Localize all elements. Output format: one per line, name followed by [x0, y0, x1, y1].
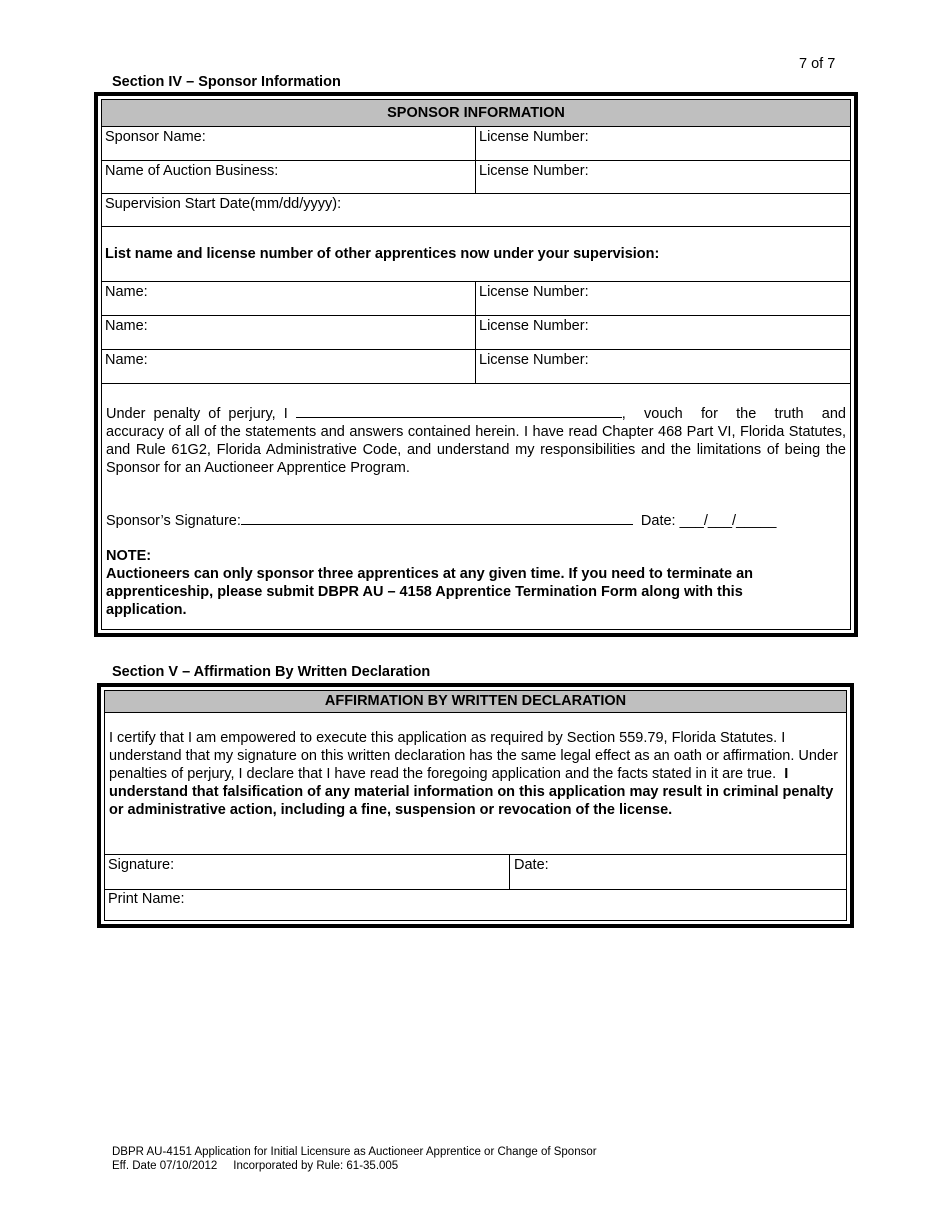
apprentice-license-field[interactable]: [476, 282, 850, 315]
affirmation-statement-text: I certify that I am empowered to execute this application as required by Section 559.79, Florida Statutes. I understand that my signature on this written declaration has the same legal effect as an oath or affirmation. Under penalties of perjury, I declare that I have read the foregoing application and the facts stated in it are true.: [109, 730, 838, 782]
supervision-start-date-row: [102, 194, 850, 227]
note-text: Auctioneers can only sponsor three apprentices at any given time. If you need to terminate an apprenticeship, please submit DBPR AU – 4158 Apprentice Termination Form along with this application.: [106, 566, 754, 618]
perjury-body: accuracy of all of the statements and answers contained herein. I have read Chapter 468 Part VI, Florida Statutes, and Rule 61G2, Florida Administrative Code, and understand my responsibilities and the limitations of being the Sponsor for an Auctioneer Apprentice Program.: [106, 424, 846, 476]
note-block: [106, 547, 810, 619]
supervision-start-date-label: Supervision Start Date(mm/dd/yyyy):: [105, 196, 342, 212]
sponsor-name-field[interactable]: [102, 127, 475, 160]
apprentice-name-field[interactable]: [102, 316, 475, 349]
note-label: NOTE:: [106, 548, 152, 564]
affirmation-signature-label: Signature:: [108, 857, 175, 873]
affirmation-date-label: Date:: [514, 857, 549, 873]
sponsor-license-field[interactable]: [476, 127, 850, 160]
affirmation-signature-row: [105, 854, 846, 890]
affirmation-signature-field[interactable]: [105, 855, 509, 889]
apprentice-row: [102, 282, 850, 316]
affirmation-statement: [109, 729, 840, 819]
affirmation-statement-bold: I understand that falsification of any material information on this application may result in criminal penalty or administrative action, including a fine, suspension or revocation of the license.: [109, 766, 834, 818]
sponsor-information-box: [94, 92, 858, 637]
footer-effective-date: Eff. Date 07/10/2012 Incorporated by Rule: 61-35.005: [112, 1160, 399, 1172]
apprentice-row: [102, 350, 850, 384]
sponsor-information-header: SPONSOR INFORMATION: [102, 100, 850, 127]
apprentice-name-field[interactable]: [102, 350, 475, 383]
print-name-field[interactable]: [105, 889, 846, 923]
supervision-start-date-field[interactable]: [102, 194, 850, 226]
print-name-row: [105, 889, 846, 923]
apprentice-name-label: Name:: [105, 284, 148, 300]
apprentice-license-field[interactable]: [476, 316, 850, 349]
perjury-prefix: Under penalty of perjury, I: [106, 406, 288, 422]
footer-form-title: DBPR AU-4151 Application for Initial Licensure as Auctioneer Apprentice or Change of Sponsor: [112, 1146, 597, 1158]
sponsor-name-blank[interactable]: [296, 404, 622, 418]
sponsor-name-label: Sponsor Name:: [105, 129, 206, 145]
apprentices-heading-row: [102, 227, 850, 282]
apprentice-license-label: License Number:: [479, 318, 589, 334]
sponsor-license-label: License Number:: [479, 129, 589, 145]
perjury-suffix: , vouch for the truth and: [621, 406, 846, 422]
affirmation-box: [97, 683, 854, 928]
affirmation-header: AFFIRMATION BY WRITTEN DECLARATION: [105, 691, 846, 713]
apprentice-row: [102, 316, 850, 350]
apprentice-license-label: License Number:: [479, 352, 589, 368]
apprentice-license-label: License Number:: [479, 284, 589, 300]
affirmation-date-field[interactable]: [510, 855, 846, 889]
apprentices-heading: List name and license number of other apprentices now under your supervision:: [105, 246, 660, 262]
print-name-label: Print Name:: [108, 891, 185, 907]
business-license-field[interactable]: [476, 161, 850, 193]
sponsor-date-field[interactable]: ___/___/_____: [679, 513, 777, 529]
apprentice-license-field[interactable]: [476, 350, 850, 383]
section-iv-title: Section IV – Sponsor Information: [112, 74, 341, 90]
apprentice-name-field[interactable]: [102, 282, 475, 315]
sponsor-signature-line: [106, 511, 846, 530]
apprentice-name-label: Name:: [105, 318, 148, 334]
footer: [112, 1145, 597, 1173]
page-number: 7 of 7: [799, 56, 836, 72]
sponsor-date-label: Date:: [640, 513, 676, 529]
section-v-title: Section V – Affirmation By Written Declaration: [112, 664, 431, 680]
business-name-label: Name of Auction Business:: [105, 163, 279, 179]
sponsor-name-row: [102, 127, 850, 161]
sponsor-signature-label: Sponsor’s Signature:: [106, 513, 241, 529]
apprentice-name-label: Name:: [105, 352, 148, 368]
perjury-statement: [106, 404, 846, 477]
sponsor-signature-field[interactable]: [241, 511, 633, 525]
business-license-label: License Number:: [479, 163, 589, 179]
business-name-row: [102, 161, 850, 194]
business-name-field[interactable]: [102, 161, 475, 193]
